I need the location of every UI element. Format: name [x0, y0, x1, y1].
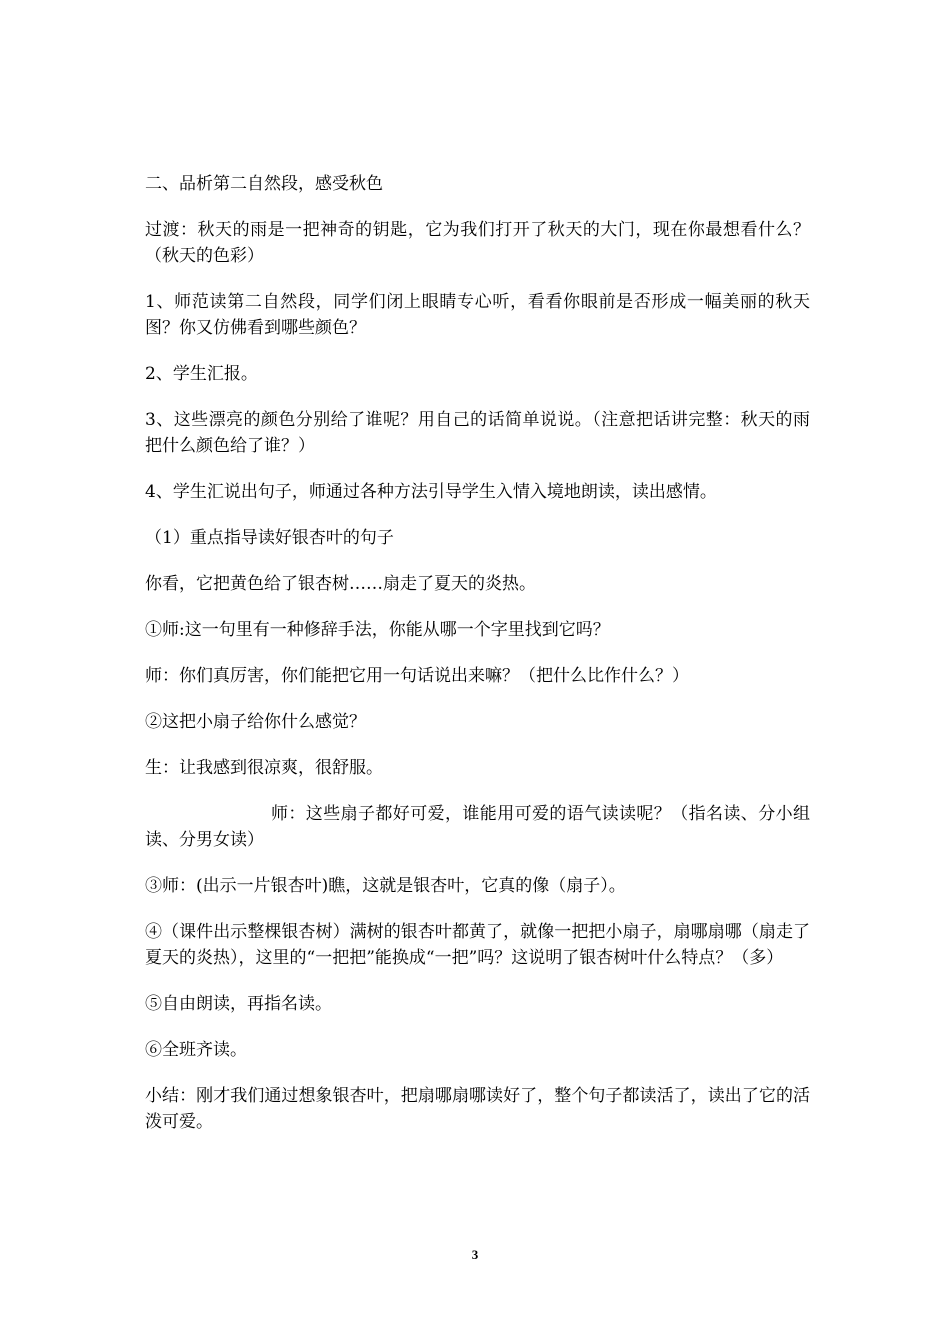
- paragraph: ③师：(出示一片银杏叶)瞧，这就是银杏叶，它真的像（扇子）。: [145, 876, 626, 896]
- paragraph: ②这把小扇子给你什么感觉？: [145, 712, 366, 732]
- paragraph: 3、这些漂亮的颜色分别给了谁呢？用自己的话简单说说。（注意把话讲完整：秋天的雨把什么颜色给了谁？）: [145, 410, 810, 456]
- paragraph: 1、师范读第二自然段，同学们闭上眼睛专心听，看看你眼前是否形成一幅美丽的秋天图？你又仿佛看到哪些颜色？: [145, 292, 810, 338]
- paragraph: ①师:这一句里有一种修辞手法，你能从哪一个字里找到它吗？: [145, 620, 610, 640]
- section-heading: 二、品析第二自然段，感受秋色: [145, 174, 383, 194]
- paragraph: 师：这些扇子都好可爱，谁能用可爱的语气读读呢？（指名读、分小组读、分男女读）: [145, 804, 810, 850]
- page-number: 3: [471, 1247, 479, 1262]
- paragraph: ④（课件出示整棵银杏树）满树的银杏叶都黄了，就像一把把小扇子，扇哪扇哪（扇走了夏天的炎热），这里的“一把把”能换成“一把”吗？这说明了银杏树叶什么特点？（多）: [145, 922, 810, 968]
- paragraph: （1）重点指导读好银杏叶的句子: [145, 528, 394, 548]
- paragraph: 2、学生汇报。: [145, 364, 258, 384]
- paragraph: 小结：刚才我们通过想象银杏叶，把扇哪扇哪读好了，整个句子都读活了，读出了它的活泼可爱。: [145, 1086, 810, 1132]
- paragraph: ⑤自由朗读，再指名读。: [145, 994, 332, 1014]
- paragraph: 师：你们真厉害，你们能把它用一句话说出来嘛？（把什么比作什么？）: [145, 666, 689, 686]
- paragraph: 生：让我感到很凉爽，很舒服。: [145, 758, 383, 778]
- paragraph: ⑥全班齐读。: [145, 1040, 247, 1060]
- paragraph: 过渡：秋天的雨是一把神奇的钥匙，它为我们打开了秋天的大门，现在你最想看什么？（秋天的色彩）: [145, 220, 810, 266]
- document-body: [145, 171, 810, 1155]
- paragraph: 4、学生汇说出句子，师通过各种方法引导学生入情入境地朗读，读出感情。: [145, 482, 717, 502]
- paragraph: 你看，它把黄色给了银杏树……扇走了夏天的炎热。: [145, 574, 536, 594]
